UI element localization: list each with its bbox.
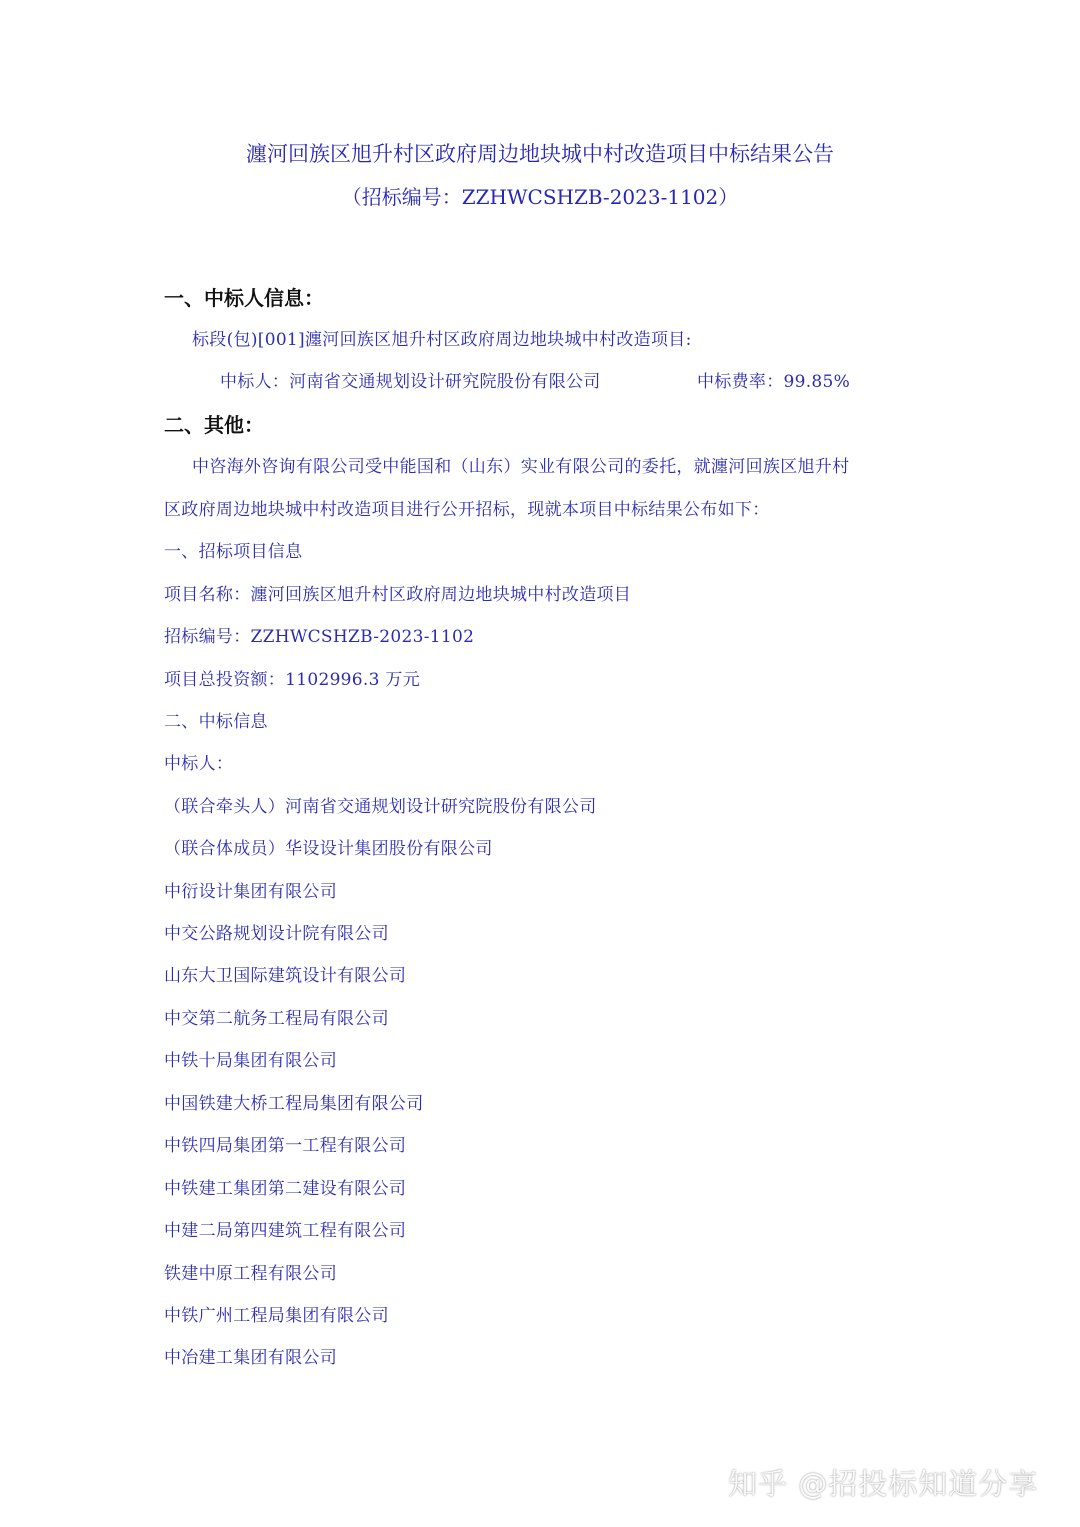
list-item: 中铁建工集团第二建设有限公司	[164, 1179, 407, 1199]
intro-line-2: 区政府周边地块城中村改造项目进行公开招标，现就本项目中标结果公布如下：	[164, 500, 770, 520]
document-subtitle: （招标编号：ZZHWCSHZB-2023-1102）	[341, 185, 739, 209]
list-item: 中铁十局集团有限公司	[164, 1051, 337, 1071]
list-item: 中交第二航务工程局有限公司	[164, 1009, 389, 1029]
fee-rate: 中标费率：99.85%	[697, 372, 851, 392]
winner-line: 中标人：河南省交通规划设计研究院股份有限公司	[220, 372, 601, 392]
list-item: 中衍设计集团有限公司	[164, 882, 337, 902]
project-name: 项目名称：瀍河回族区旭升村区政府周边地块城中村改造项目	[164, 585, 632, 605]
list-item: 中铁四局集团第一工程有限公司	[164, 1136, 407, 1156]
intro-line-1: 中咨海外咨询有限公司受中能国和（山东）实业有限公司的委托，就瀍河回族区旭升村	[192, 457, 850, 477]
document-title: 瀍河回族区旭升村区政府周边地块城中村改造项目中标结果公告	[246, 142, 834, 166]
winner-label: 中标人：	[164, 754, 234, 774]
list-item: 中铁广州工程局集团有限公司	[164, 1306, 389, 1326]
list-item: 山东大卫国际建筑设计有限公司	[164, 966, 407, 986]
list-item: 铁建中原工程有限公司	[164, 1264, 337, 1284]
subheading-winner-info: 二、中标信息	[164, 712, 268, 732]
section-heading-winner-info: 一、中标人信息：	[164, 286, 324, 310]
lot-line: 标段(包)[001]瀍河回族区旭升村区政府周边地块城中村改造项目:	[192, 330, 692, 350]
list-item: 中建二局第四建筑工程有限公司	[164, 1221, 407, 1241]
bid-number: 招标编号：ZZHWCSHZB-2023-1102	[164, 627, 475, 647]
section-heading-other: 二、其他：	[164, 413, 264, 437]
list-item: 中交公路规划设计院有限公司	[164, 924, 389, 944]
list-item: （联合体成员）华设设计集团股份有限公司	[164, 839, 493, 859]
list-item: 中冶建工集团有限公司	[164, 1348, 337, 1368]
watermark: 知乎 @招投标知道分享	[728, 1467, 1039, 1501]
list-item: 中国铁建大桥工程局集团有限公司	[164, 1094, 424, 1114]
subheading-project-info: 一、招标项目信息	[164, 542, 303, 562]
list-item: （联合牵头人）河南省交通规划设计研究院股份有限公司	[164, 797, 597, 817]
total-investment: 项目总投资额：1102996.3 万元	[164, 670, 421, 690]
